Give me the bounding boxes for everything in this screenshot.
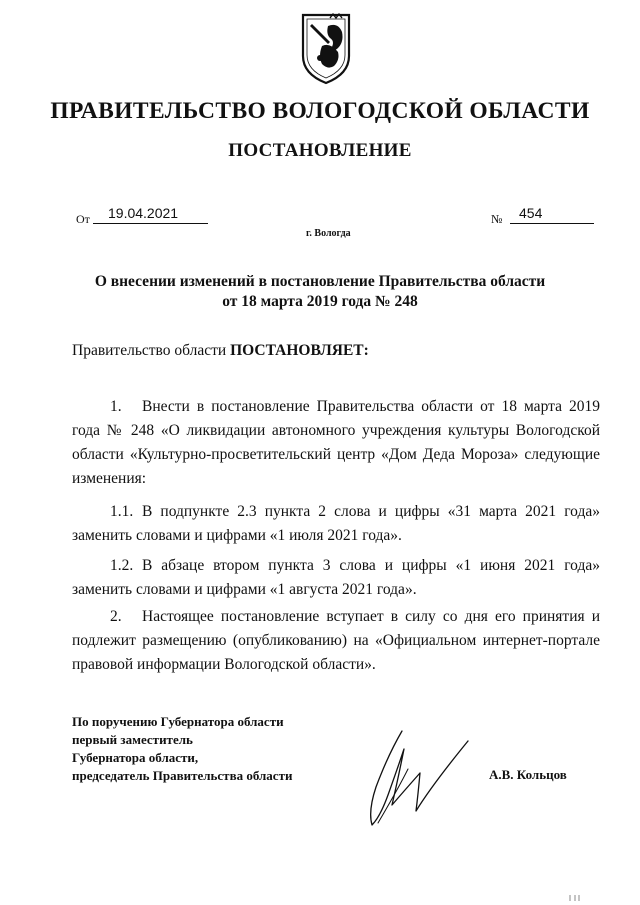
paragraph-1-2 <box>72 554 600 602</box>
paragraph-number: 1. <box>110 398 122 415</box>
doc-type-title: ПОСТАНОВЛЕНИЕ <box>228 140 412 161</box>
paragraph-text: В абзаце втором пункта 3 слова и цифры «1 июня 2021 года» заменить словами и цифрами «1 августа 2021 года». <box>72 557 600 598</box>
preamble-text: Правительство области <box>72 342 231 359</box>
paragraph-number: 1.2. <box>110 557 134 574</box>
page-marks <box>566 893 586 903</box>
org-title: ПРАВИТЕЛЬСТВО ВОЛОГОДСКОЙ ОБЛАСТИ <box>50 98 590 124</box>
paragraph-1 <box>72 395 600 491</box>
subject-line-1: О внесении изменений в постановление Правительства области <box>94 273 546 290</box>
handwritten-signature <box>358 725 476 830</box>
paragraph-text: Внести в постановление Правительства области от 18 марта 2019 года № 248 «О ликвидации автономного учреждения культуры Вологодской области «Культурно-просветительский центр «Дом Деда Мороза» следующие изменения: <box>72 398 600 487</box>
paragraph-text: Настоящее постановление вступает в силу со дня его принятия и подлежит размещению (опубликованию) на «Официальном интернет-портале правовой информации Вологодской области». <box>72 608 600 673</box>
signatory-line-4: председатель Правительства области <box>72 768 293 783</box>
paragraph-number: 1.1. <box>110 503 134 520</box>
city-label: г. Вологда <box>306 228 351 239</box>
document-date: 19.04.2021 <box>108 205 179 221</box>
number-prefix: № <box>491 212 503 226</box>
signer-name: А.В. Кольцов <box>489 767 567 782</box>
document-number: 454 <box>519 205 543 221</box>
signatory-line-1: По поручению Губернатора области <box>72 714 284 729</box>
coat-of-arms-icon <box>300 12 352 86</box>
paragraph-1-1 <box>72 500 600 548</box>
date-prefix: От <box>76 212 90 226</box>
signatory-line-2: первый заместитель <box>72 732 193 747</box>
subject-line-2: от 18 марта 2019 года № 248 <box>222 293 418 310</box>
paragraph-text: В подпункте 2.3 пункта 2 слова и цифры «31 марта 2021 года» заменить словами и цифрами «1 июля 2021 года». <box>72 503 600 544</box>
paragraph-number: 2. <box>110 608 122 625</box>
paragraph-2 <box>72 605 600 677</box>
preamble-decree-word: ПОСТАНОВЛЯЕТ: <box>230 342 369 359</box>
preamble <box>72 342 369 360</box>
signatory-line-3: Губернатора области, <box>72 750 199 765</box>
document-subject <box>60 272 580 312</box>
